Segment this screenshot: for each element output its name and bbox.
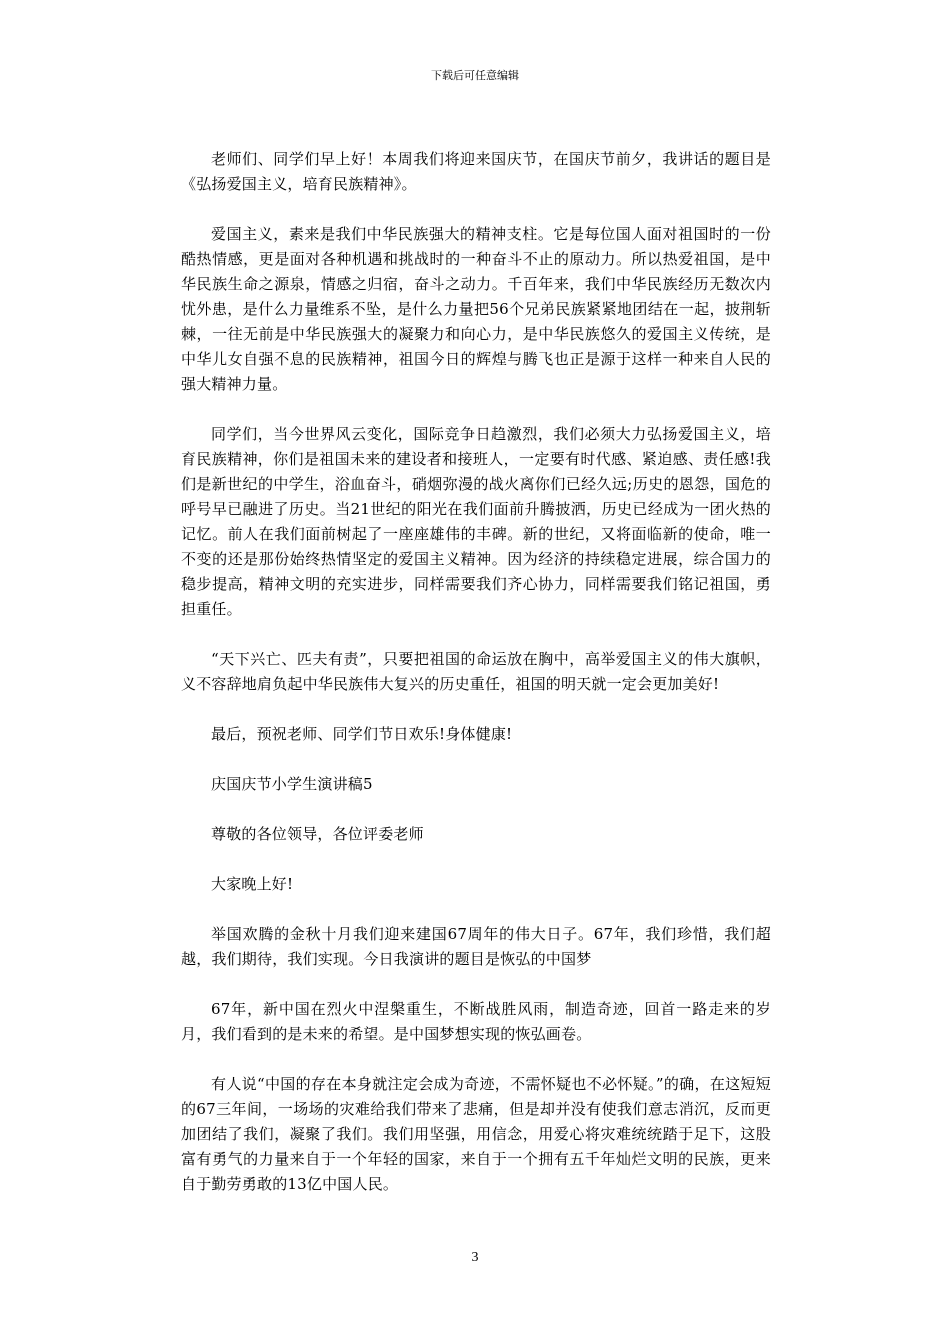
document-body (181, 147, 771, 1222)
page-number: 3 (471, 1250, 479, 1265)
salutation: 尊敬的各位领导，各位评委老师 (211, 825, 424, 843)
paragraph-9: 举国欢腾的金秋十月我们迎来建国67周年的伟大日子。67年，我们珍惜，我们超越，我们期待，我们实现。今日我演讲的题目是恢弘的中国梦 (181, 925, 771, 968)
paragraph-11: 有人说“中国的存在本身就注定会成为奇迹，不需怀疑也不必怀疑。”的确，在这短短的67三年间，一场场的灾难给我们带来了悲痛，但是却并没有使我们意志消沉，反而更加团结了我们，凝聚了我们。我们用坚强，用信念，用爱心将灾难统统踏于足下，这股富有勇气的力量来自于一个年轻的国家，来自于一个拥有五千年灿烂文明的民族，更来自于勤劳勇敢的13亿中国人民。 (181, 1075, 771, 1193)
section-title: 庆国庆节小学生演讲稿5 (211, 775, 373, 793)
paragraph-1: 老师们、同学们早上好！本周我们将迎来国庆节，在国庆节前夕，我讲话的题目是《弘扬爱国主义，培育民族精神》。 (181, 150, 771, 193)
paragraph-2: 爱国主义，素来是我们中华民族强大的精神支柱。它是每位国人面对祖国时的一份酷热情感，更是面对各种机遇和挑战时的一种奋斗不止的原动力。所以热爱祖国，是中华民族生命之源泉，情感之归宿，奋斗之动力。千百年来，我们中华民族经历无数次内忧外患，是什么力量维系不坠，是什么力量把56个兄弟民族紧紧地团结在一起，披荆斩棘，一往无前是中华民族强大的凝聚力和向心力，是中华民族悠久的爱国主义传统，是中华儿女自强不息的民族精神，祖国今日的辉煌与腾飞也正是源于这样一种来自人民的强大精神力量。 (181, 225, 771, 393)
greeting: 大家晚上好! (211, 875, 294, 893)
paragraph-4: “天下兴亡、匹夫有责”，只要把祖国的命运放在胸中，高举爱国主义的伟大旗帜，义不容辞地肩负起中华民族伟大复兴的历史重任，祖国的明天就一定会更加美好! (181, 650, 771, 693)
paragraph-5: 最后，预祝老师、同学们节日欢乐!身体健康! (211, 725, 513, 743)
header-note: 下载后可任意编辑 (431, 69, 519, 82)
paragraph-10: 67年，新中国在烈火中涅槃重生，不断战胜风雨，制造奇迹，回首一路走来的岁月，我们看到的是未来的希望。是中国梦想实现的恢弘画卷。 (181, 1000, 771, 1043)
paragraph-3: 同学们，当今世界风云变化，国际竞争日趋激烈，我们必须大力弘扬爱国主义，培育民族精神，你们是祖国未来的建设者和接班人，一定要有时代感、紧迫感、责任感!我们是新世纪的中学生，浴血奋斗，硝烟弥漫的战火离你们已经久远;历史的恩怨，国危的呼号早已融进了历史。当21世纪的阳光在我们面前升腾披洒，历史已经成为一团火热的记忆。前人在我们面前树起了一座座雄伟的丰碑。新的世纪，又将面临新的使命，唯一不变的还是那份始终热情坚定的爱国主义精神。因为经济的持续稳定进展，综合国力的稳步提高，精神文明的充实进步，同样需要我们齐心协力，同样需要我们铭记祖国，勇担重任。 (181, 425, 771, 618)
